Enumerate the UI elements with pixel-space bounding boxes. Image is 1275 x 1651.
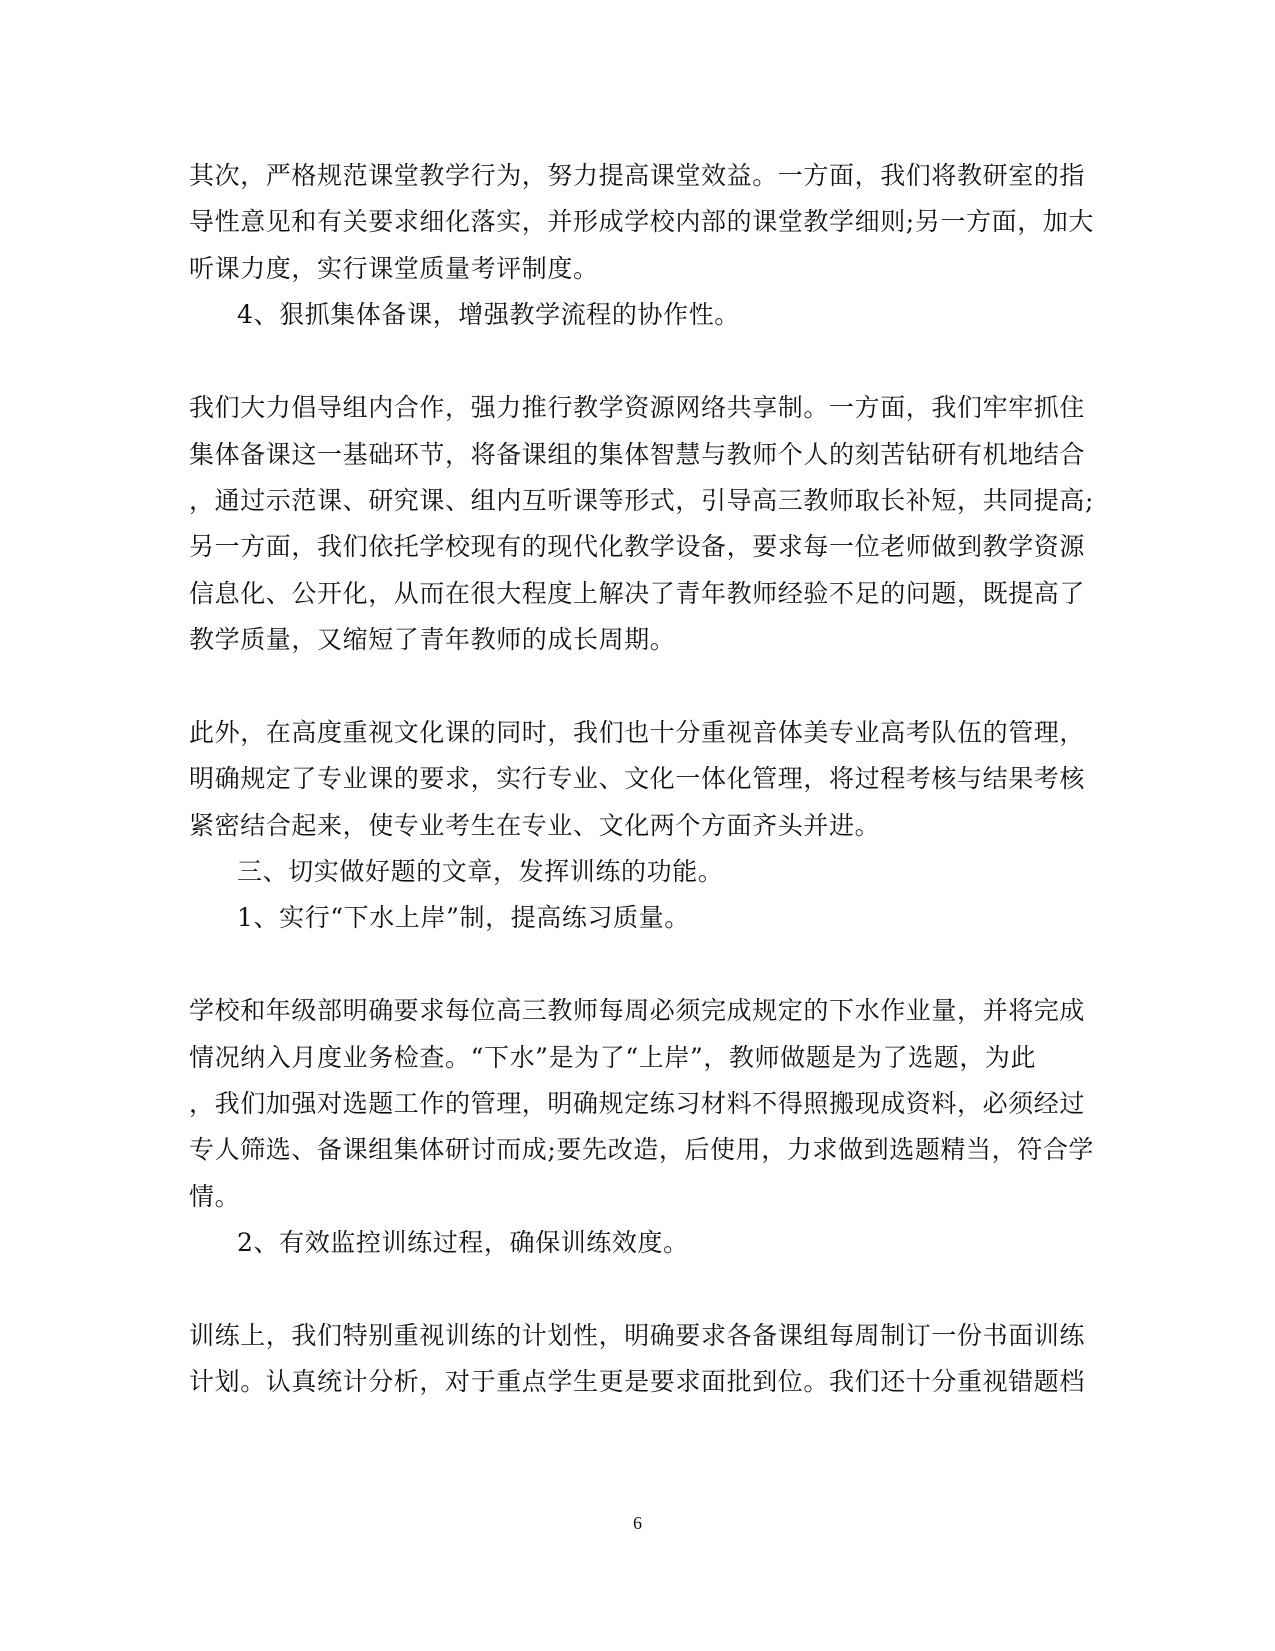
text-line: 此外，在高度重视文化课的同时，我们也十分重视音体美专业高考队伍的管理，: [189, 718, 1086, 747]
text-line: ，我们加强对选题工作的管理，明确规定练习材料不得照搬现成资料，必须经过: [189, 1089, 1086, 1118]
text-line: 集体备课这一基础环节，将备课组的集体智慧与教师个人的刻苦钻研有机地结合: [189, 440, 1086, 469]
text-line: 情。: [189, 1182, 241, 1211]
text-line: 另一方面，我们依托学校现有的现代化教学设备，要求每一位老师做到教学资源: [189, 532, 1086, 561]
section-heading: 2、有效监控训练过程，确保训练效度。: [237, 1228, 689, 1257]
page-number: 6: [633, 1513, 642, 1533]
text-line: 我们大力倡导组内合作，强力推行教学资源网络共享制。一方面，我们牢牢抓住: [189, 393, 1086, 422]
text-line: 信息化、公开化，从而在很大程度上解决了青年教师经验不足的问题，既提高了: [189, 579, 1086, 608]
text-line: ，通过示范课、研究课、组内互听课等形式，引导高三教师取长补短，共同提高;: [189, 486, 1095, 515]
text-line: 专人筛选、备课组集体研讨而成;要先改造，后使用，力求做到选题精当，符合学: [189, 1135, 1095, 1164]
text-line: 紧密结合起来，使专业考生在专业、文化两个方面齐头并进。: [189, 811, 881, 840]
text-line: 计划。认真统计分析，对于重点学生更是要求面批到位。我们还十分重视错题档: [189, 1367, 1086, 1396]
text-line: 导性意见和有关要求细化落实，并形成学校内部的课堂教学细则;另一方面，加大: [189, 207, 1095, 236]
text-line: 教学质量，又缩短了青年教师的成长周期。: [189, 625, 676, 654]
text-line: 明确规定了专业课的要求，实行专业、文化一体化管理，将过程考核与结果考核: [189, 764, 1086, 793]
section-heading: 1、实行“下水上岸”制，提高练习质量。: [237, 903, 690, 932]
text-line: 训练上，我们特别重视训练的计划性，明确要求各备课组每周制订一份书面训练: [189, 1321, 1086, 1350]
section-heading: 三、切实做好题的文章，发挥训练的功能。: [237, 857, 724, 886]
text-line: 学校和年级部明确要求每位高三教师每周必须完成规定的下水作业量，并将完成: [189, 996, 1086, 1025]
text-line: 其次，严格规范课堂教学行为，努力提高课堂效益。一方面，我们将教研室的指: [189, 161, 1086, 190]
text-line: 情况纳入月度业务检查。“下水”是为了“上岸”，教师做题是为了选题，为此: [189, 1043, 1037, 1072]
text-line: 听课力度，实行课堂质量考评制度。: [189, 254, 599, 283]
section-heading: 4、狠抓集体备课，增强教学流程的协作性。: [237, 300, 740, 329]
